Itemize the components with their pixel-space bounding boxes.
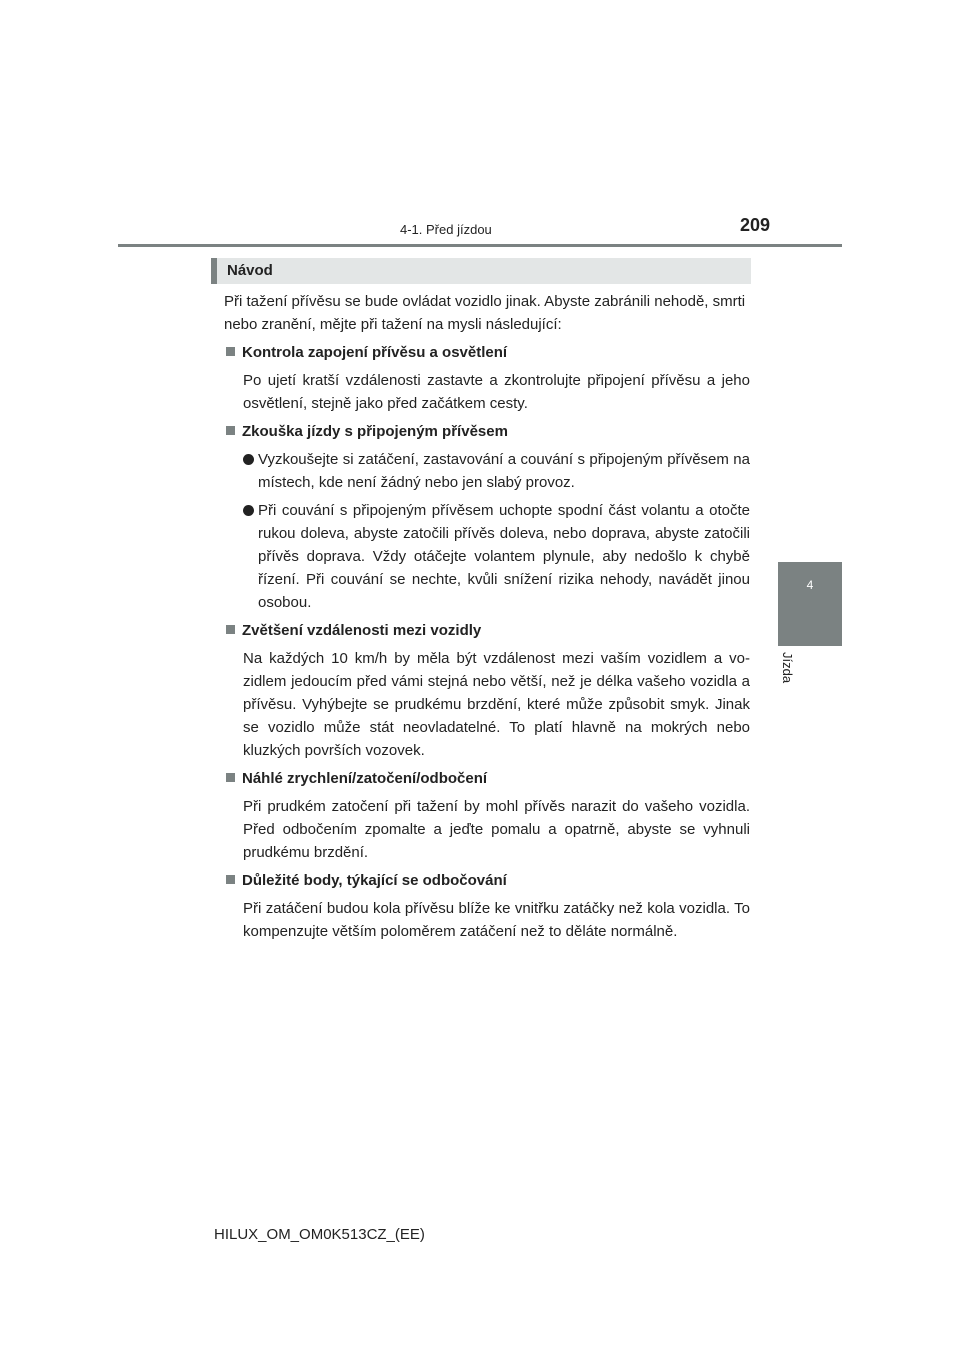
navod-content (224, 290, 750, 948)
section-heading (224, 341, 750, 364)
square-bullet-icon (226, 773, 235, 782)
square-bullet-icon (226, 875, 235, 884)
navod-header-bar (211, 258, 751, 284)
section-text: Po ujetí kratší vzdálenosti zastavte a zkontrolujte připojení přívěsu a jeho osvětlení, stejně jako před začátkem cesty. (243, 372, 750, 412)
section-heading-text: Zvětšení vzdálenosti mezi vozidly (242, 622, 482, 639)
chapter-label-wrapper (780, 646, 813, 696)
section-text: Při zatáčení budou kola přívěsu blíže ke vnitřku zatáčky než kola vozidla. To kompenzujte větším poloměrem zatáčení než to děláte normálně. (243, 900, 750, 940)
square-bullet-icon (226, 625, 235, 634)
round-bullet-icon (243, 505, 254, 516)
section-heading-text: Důležité body, týkající se odbočování (242, 872, 507, 889)
chapter-number: 4 (806, 578, 814, 592)
section-text: Na každých 10 km/h by měla být vzdálenost mezi vaším vozidlem a vozidlem jedoucím před vámi stejná nebo větší, než je délka vašeho vozidla a přívěsu. Vyhýbejte se prudkému brzdění, které může způsobit smyk. Jinak se vozidlo může stát neovladatelné. To platí hlavně na mokrých nebo kluzkých površích vozovek. (243, 650, 750, 759)
round-bullet-icon (243, 454, 254, 465)
bullet-item (224, 499, 750, 614)
section-heading-text: Zkouška jízdy s připojeným přívěsem (242, 423, 508, 440)
chapter-tab (778, 562, 842, 646)
section-heading (224, 619, 750, 642)
page-number: 209 (740, 215, 771, 235)
section-heading (224, 869, 750, 892)
section-heading (224, 767, 750, 790)
section-title: 4-1. Před jízdou (400, 222, 492, 237)
bullet-text: Při couvání s připojeným přívěsem uchopte spodní část volantu a otočte rukou doleva, abyste zatočili přívěs doleva, nebo doprava, abyste zatočili přívěs doprava. Vždy otáčejte volantem plynule, aby nedošlo k chybě řízení. Při couvání se nechte, kvůli snížení rizika nehody, navádět jinou osobou. (258, 502, 750, 611)
document-code: HILUX_OM_OM0K513CZ_(EE) (214, 1226, 425, 1243)
header-divider (118, 244, 842, 247)
square-bullet-icon (226, 347, 235, 356)
section-heading (224, 420, 750, 443)
section-heading-text: Náhlé zrychlení/zatočení/odbočení (242, 770, 488, 787)
chapter-label: Jízda (780, 652, 795, 684)
square-bullet-icon (226, 426, 235, 435)
section-text: Při prudkém zatočení při tažení by mohl přívěs narazit do vašeho vozidla. Před odbočením zpomalte a jeďte pomalu a opatrně, abyste se vyhnuli prudkému brzdění. (243, 798, 750, 861)
section-heading-text: Kontrola zapojení přívěsu a osvětlení (242, 344, 508, 361)
bullet-item (224, 448, 750, 494)
bullet-text: Vyzkoušejte si zatáčení, zastavování a couvání s připojeným přívěsem na místech, kde není žádný nebo jen slabý provoz. (258, 451, 750, 491)
intro-paragraph: Při tažení přívěsu se bude ovládat vozidlo jinak. Abyste zabránili nehodě, smrti nebo zranění, mějte při tažení na mysli následující: (224, 293, 746, 333)
navod-title: Návod (227, 262, 273, 279)
